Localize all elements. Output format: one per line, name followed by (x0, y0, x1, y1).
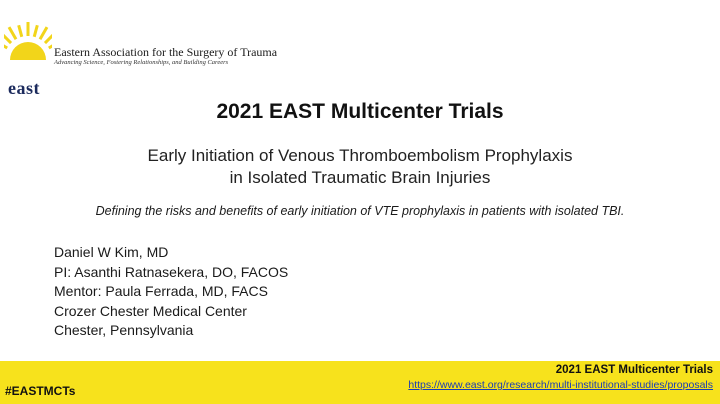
presenter-info (54, 243, 288, 341)
principal-investigator: PI: Asanthi Ratnasekera, DO, FACOS (54, 263, 289, 280)
sun-logo-icon (4, 20, 52, 60)
presenter-name: Daniel W Kim, MD (54, 244, 169, 260)
footer-hashtag: #EASTMCTs (5, 384, 76, 398)
proposals-link[interactable]: https://www.east.org/research/multi-institutional-studies/proposals (408, 379, 713, 391)
institution: Crozer Chester Medical Center (54, 302, 247, 319)
footer-bar (0, 361, 720, 404)
east-logo (4, 20, 52, 98)
slide-title: 2021 EAST Multicenter Trials (216, 100, 504, 123)
study-tagline: Defining the risks and benefits of early initiation of VTE prophylaxis in patients with isolated TBI. (95, 204, 625, 218)
mentor: Mentor: Paula Ferrada, MD, FACS (54, 283, 268, 299)
subtitle-line-2: in Isolated Traumatic Brain Injuries (229, 168, 491, 187)
location: Chester, Pennsylvania (54, 322, 194, 338)
organization-name: Eastern Association for the Surgery of Trauma (54, 45, 278, 59)
logo-wordmark: east (8, 78, 40, 98)
footer-title: 2021 EAST Multicenter Trials (555, 364, 713, 376)
slide-subtitle (0, 145, 720, 189)
organization-tagline: Advancing Science, Fostering Relationships, and Building Careers (54, 59, 229, 66)
subtitle-line-1: Early Initiation of Venous Thromboembolism Prophylaxis (147, 146, 573, 165)
